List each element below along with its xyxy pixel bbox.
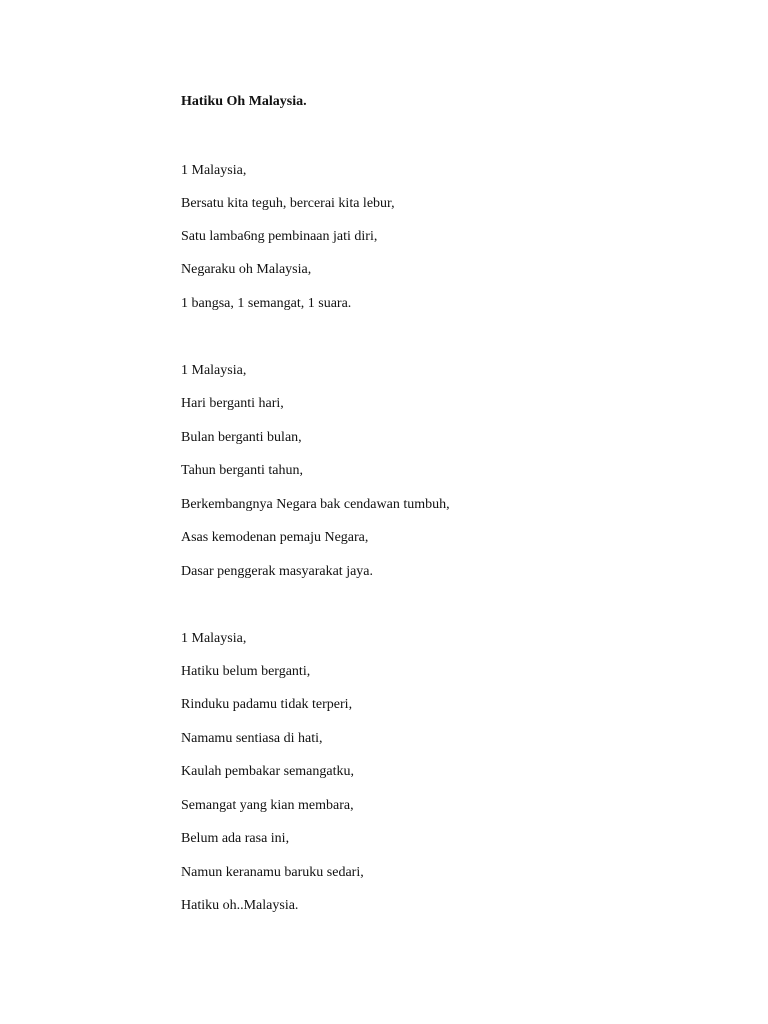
poem-line: Tahun berganti tahun, <box>181 463 304 478</box>
poem-line: Hatiku belum berganti, <box>181 664 311 679</box>
poem-line: Hari berganti hari, <box>181 396 284 411</box>
poem-line: Asas kemodenan pemaju Negara, <box>181 530 369 545</box>
poem-line: Namun keranamu baruku sedari, <box>181 865 364 880</box>
poem-line: Kaulah pembakar semangatku, <box>181 764 354 779</box>
poem-line: 1 bangsa, 1 semangat, 1 suara. <box>181 296 352 311</box>
poem-line: Rinduku padamu tidak terperi, <box>181 697 353 712</box>
poem-line: Belum ada rasa ini, <box>181 831 290 846</box>
poem-line: 1 Malaysia, <box>181 363 247 378</box>
poem-line: Namamu sentiasa di hati, <box>181 731 323 746</box>
poem-line: Berkembangnya Negara bak cendawan tumbuh, <box>181 497 450 512</box>
poem-line: Semangat yang kian membara, <box>181 798 354 813</box>
poem-line: 1 Malaysia, <box>181 631 247 646</box>
poem-line: 1 Malaysia, <box>181 163 247 178</box>
poem-line: Hatiku oh..Malaysia. <box>181 898 299 913</box>
poem-line: Bersatu kita teguh, bercerai kita lebur, <box>181 196 395 211</box>
poem-line: Dasar penggerak masyarakat jaya. <box>181 564 374 579</box>
poem-line: Satu lamba6ng pembinaan jati diri, <box>181 229 378 244</box>
poem-line: Bulan berganti bulan, <box>181 430 302 445</box>
document-title: Hatiku Oh Malaysia. <box>181 94 307 109</box>
poem-line: Negaraku oh Malaysia, <box>181 262 312 277</box>
